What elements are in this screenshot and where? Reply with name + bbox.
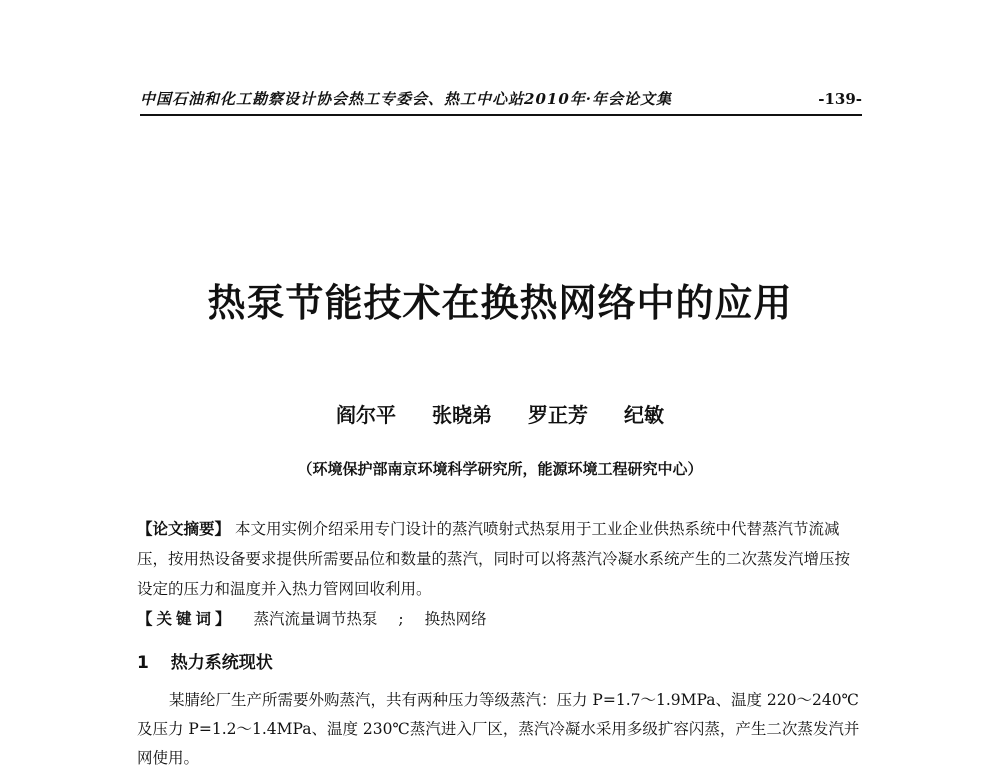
section-number: 1 (137, 653, 149, 673)
paper-title: 热泵节能技术在换热网络中的应用 (207, 281, 793, 325)
abstract (137, 514, 865, 604)
author: 张晓弟 (432, 403, 492, 427)
body-paragraph: 某腈纶厂生产所需要外购蒸汽，共有两种压力等级蒸汽：压力 P=1.7～1.9MPa、温度 220～240℃及压力 P=1.2～1.4MPa、温度 230℃蒸汽进入厂区，蒸汽冷凝水采用多级扩容闪蒸，产生二次蒸发汽并网使用。 (137, 691, 860, 767)
section-title: 热力系统现状 (170, 653, 273, 673)
author: 罗正芳 (528, 403, 588, 427)
affiliation: （环境保护部南京环境科学研究所，能源环境工程研究中心） (297, 460, 703, 478)
abstract-label: 【论文摘要】 (137, 519, 231, 538)
author: 纪敏 (624, 403, 664, 427)
journal-name: 中国石油和化工勘察设计协会热工专委会、热工中心站2010年·年会论文集 (140, 90, 672, 108)
author: 阎尔平 (336, 403, 396, 427)
running-header (140, 88, 862, 109)
keywords-label: 【关键词】 (137, 609, 235, 628)
abstract-text: 本文用实例介绍采用专门设计的蒸汽喷射式热泵用于工业企业供热系统中代替蒸汽节流减压，按用热设备要求提供所需要品位和数量的蒸汽，同时可以将蒸汽冷凝水系统产生的二次蒸发汽增压按设定的压力和温度并入热力管网回收利用。 (137, 520, 851, 598)
author-list (0, 399, 1000, 428)
keyword-separator: ; (398, 610, 404, 628)
page-number: -139- (818, 90, 862, 108)
section-heading (137, 648, 273, 673)
keyword: 蒸汽流量调节热泵 (253, 610, 378, 628)
header-rule (140, 114, 862, 116)
keywords (137, 606, 865, 632)
keyword: 换热网络 (424, 610, 487, 628)
